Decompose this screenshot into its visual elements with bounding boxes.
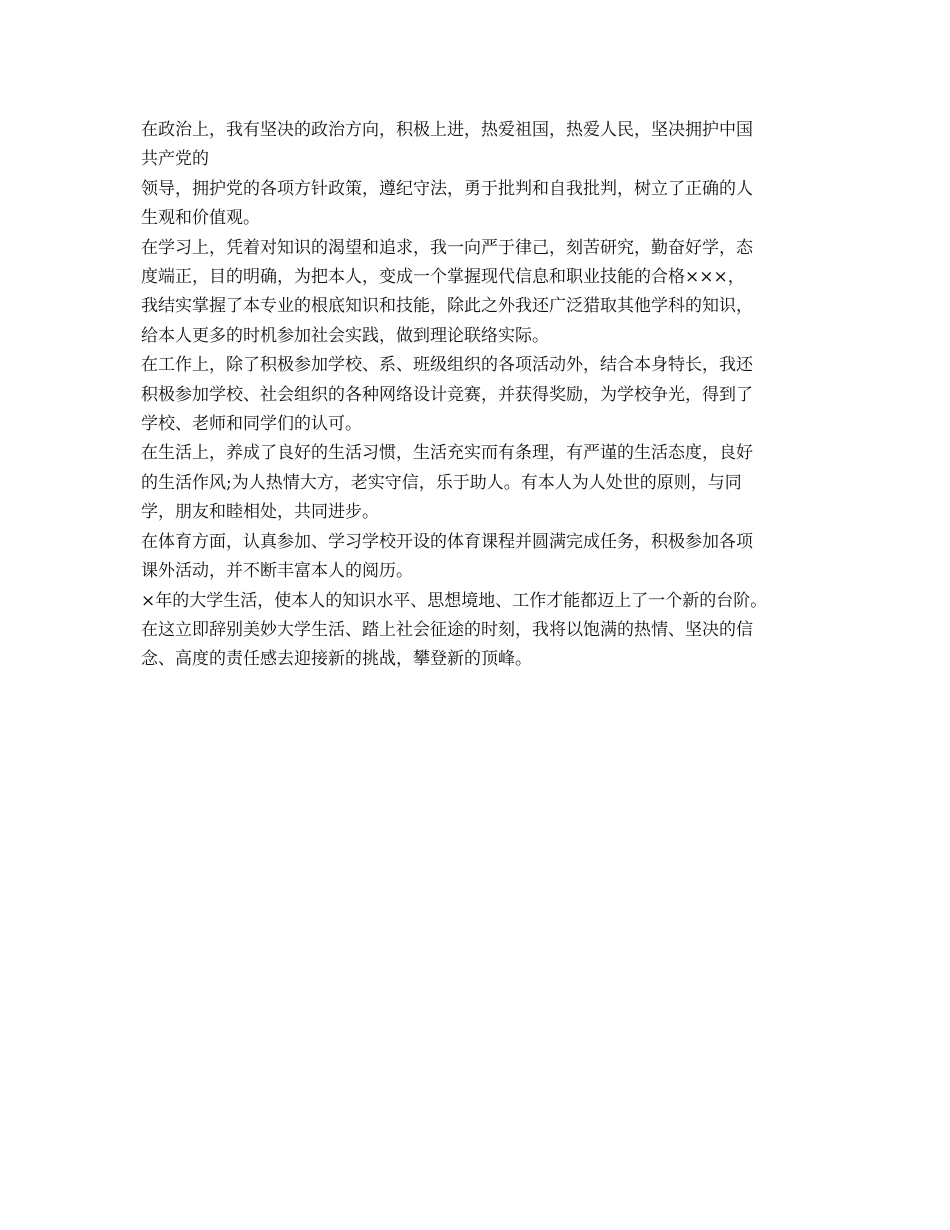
- text-line: 学校、老师和同学们的认可。: [141, 414, 362, 435]
- text-line: 领导，拥护党的各项方针政策，遵纪守法，勇于批判和自我批判，树立了正确的人: [141, 178, 753, 199]
- text-line: 在体育方面，认真参加、学习学校开设的体育课程并圆满完成任务，积极参加各项: [141, 531, 753, 552]
- text-line: 课外活动，并不断丰富本人的阅历。: [141, 561, 413, 582]
- text-line: 我结实掌握了本专业的根底知识和技能，除此之外我还广泛猎取其他学科的知识，: [141, 296, 753, 317]
- text-line: 在政治上，我有坚决的政治方向，积极上进，热爱祖国，热爱人民，坚决拥护中国: [141, 120, 753, 140]
- text-line: 在工作上，除了积极参加学校、系、班级组织的各项活动外，结合本身特长，我还: [141, 355, 753, 376]
- text-line: 积极参加学校、社会组织的各种网络设计竞赛，并获得奖励，为学校争光，得到了: [141, 384, 753, 405]
- text-line: 度端正，目的明确，为把本人，变成一个掌握现代信息和职业技能的合格×××，: [141, 267, 745, 288]
- text-line: 给本人更多的时机参加社会实践，做到理论联络实际。: [141, 325, 549, 346]
- text-line: 学，朋友和睦相处，共同进步。: [141, 502, 379, 523]
- text-line: 生观和价值观。: [141, 208, 260, 229]
- text-line: 共产党的: [141, 149, 209, 170]
- text-line: 念、高度的责任感去迎接新的挑战，攀登新的顶峰。: [141, 649, 532, 670]
- text-line: ×年的大学生活，使本人的知识水平、思想境地、工作才能都迈上了一个新的台阶。: [141, 590, 768, 611]
- document-body: [141, 116, 831, 675]
- text-line: 在这立即辞别美妙大学生活、踏上社会征途的时刻，我将以饱满的热情、坚决的信: [141, 619, 753, 640]
- text-line: 在生活上，养成了良好的生活习惯，生活充实而有条理，有严谨的生活态度，良好: [141, 443, 753, 464]
- text-line: 在学习上，凭着对知识的渴望和追求，我一向严于律己，刻苦研究，勤奋好学，态: [141, 237, 753, 258]
- text-line: 的生活作风;为人热情大方，老实守信，乐于助人。有本人为人处世的原则，与同: [141, 472, 742, 493]
